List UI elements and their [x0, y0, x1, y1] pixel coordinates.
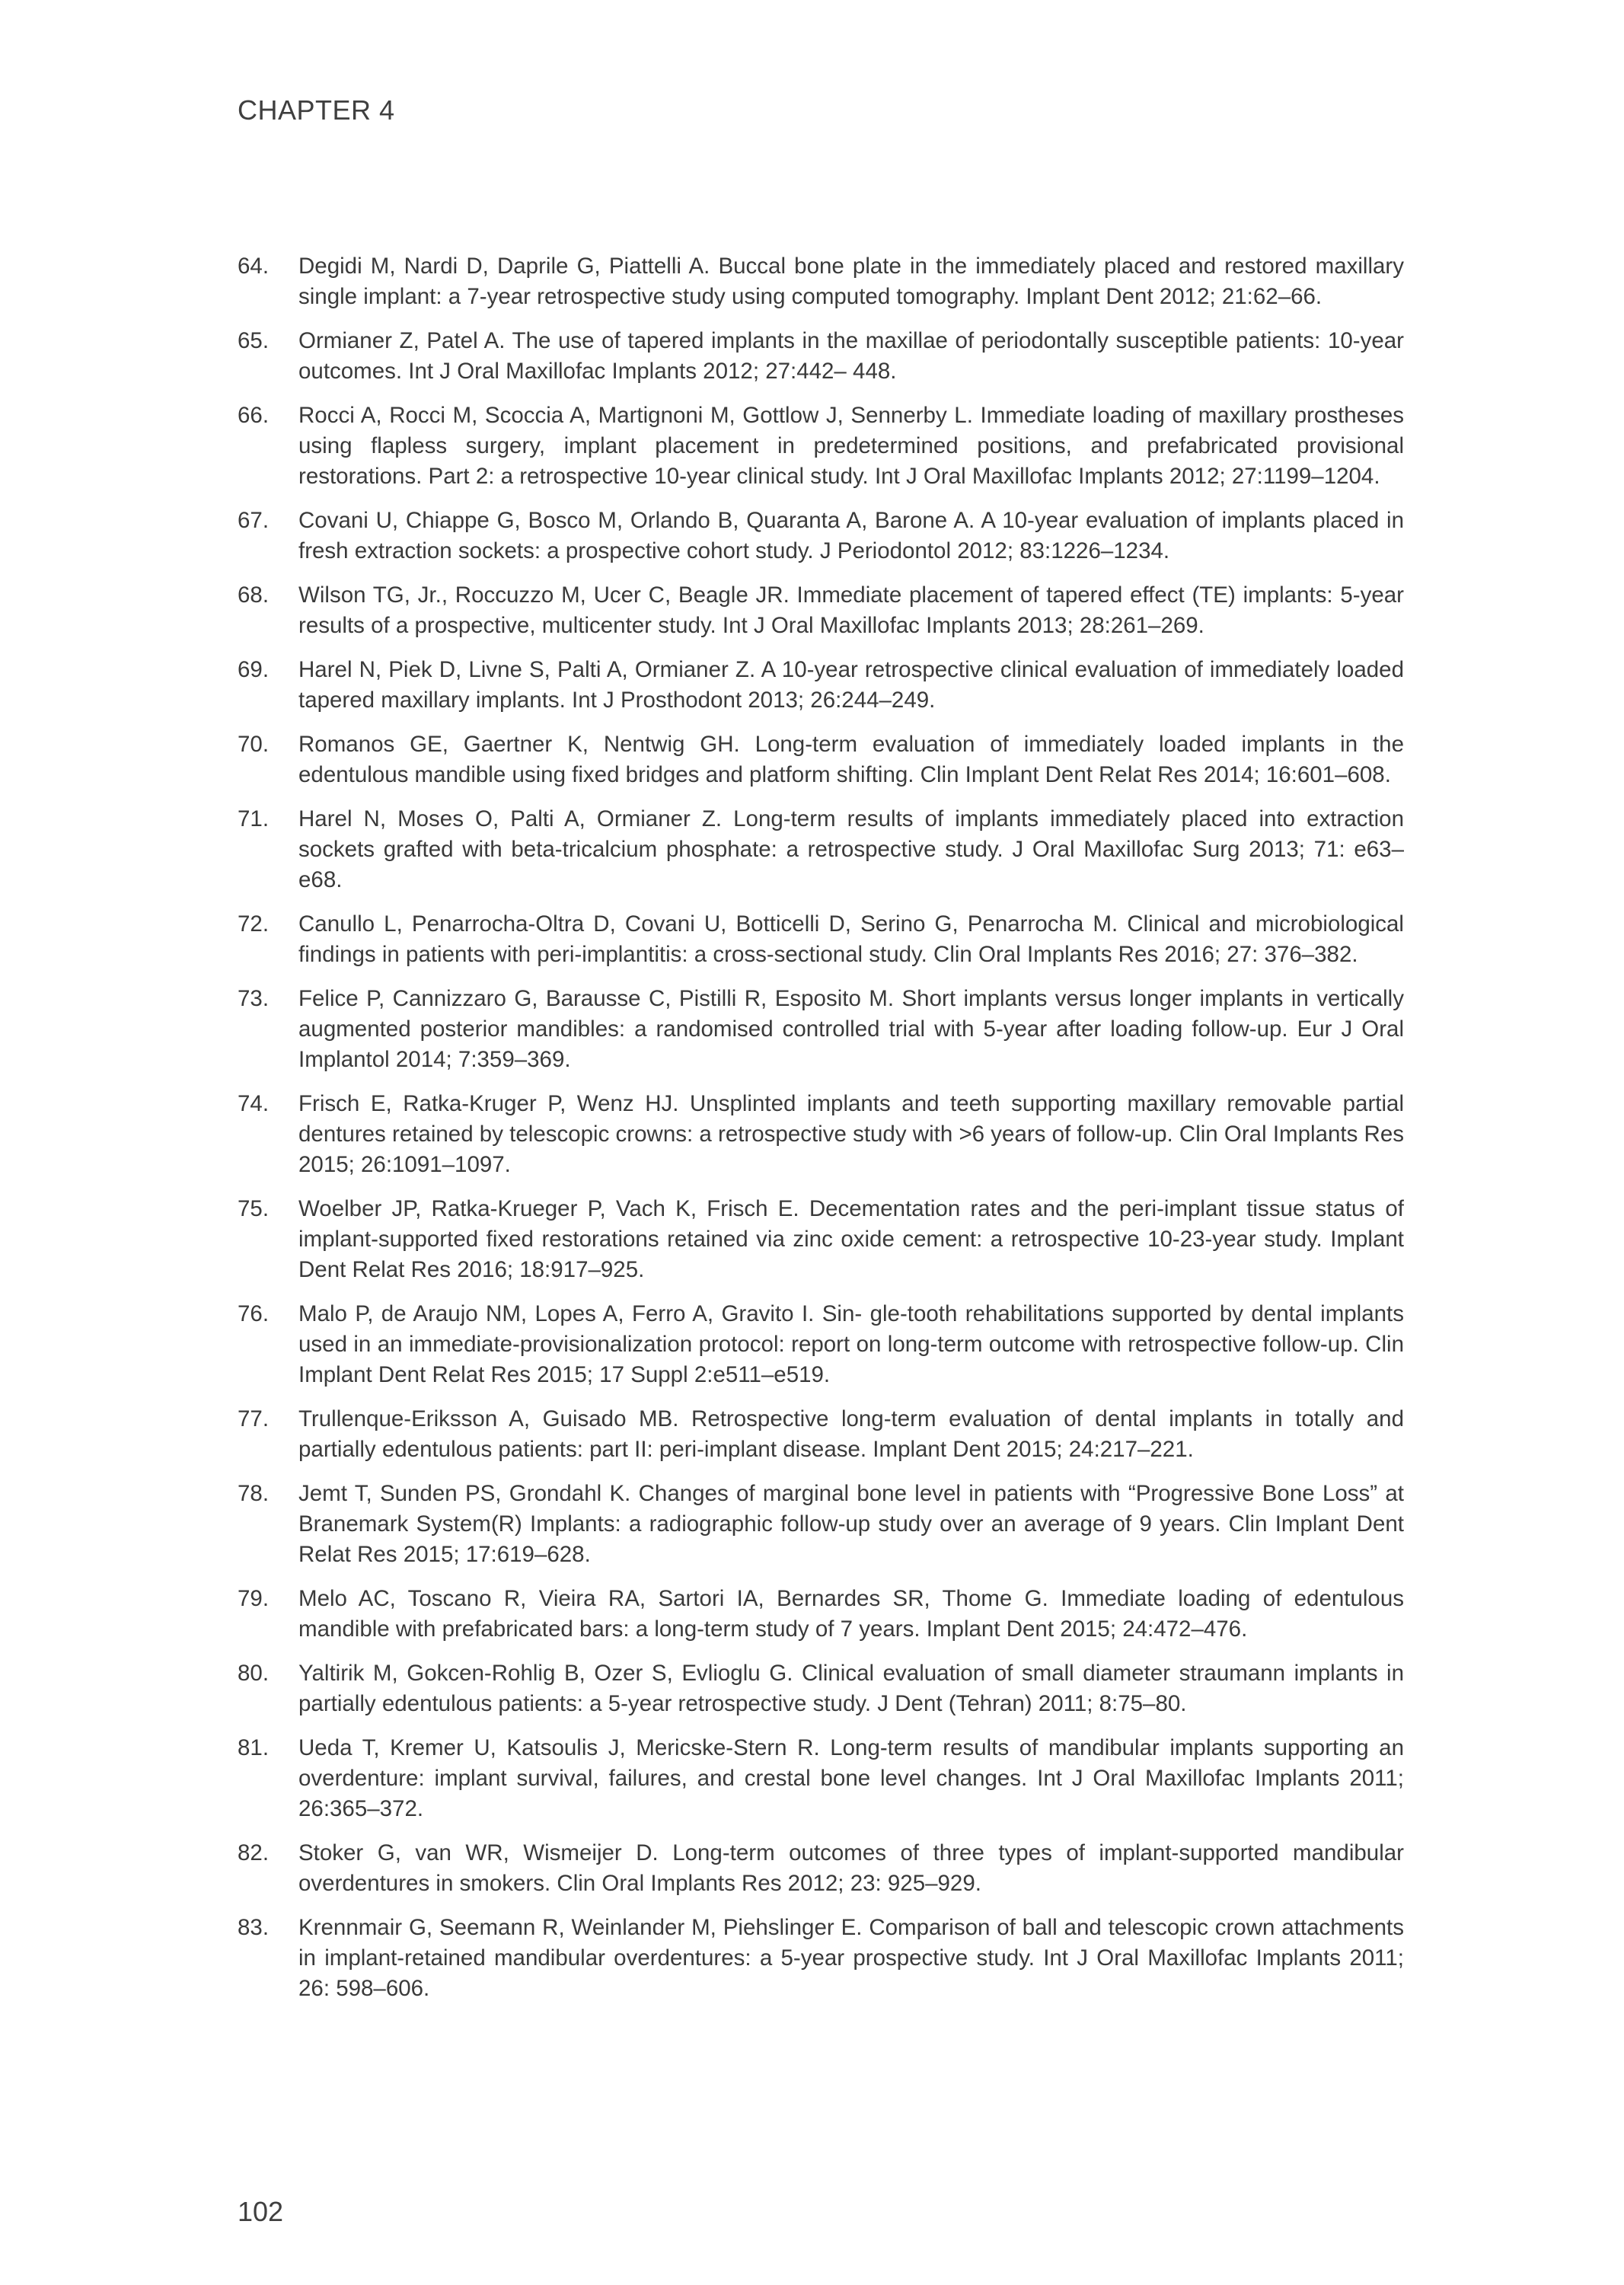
reference-item [238, 1299, 1404, 1390]
reference-number: 66. [238, 403, 270, 428]
reference-text: Woelber JP, Ratka-Krueger P, Vach K, Frisch E. Decementation rates and the peri-implant tissue status of implant-supported fixed restorations retained via zinc oxide cement: a retrospective 10-23-year study. Implant Dent Relat Res 2016; 18:917–925. [298, 1196, 1404, 1282]
reference-number: 73. [238, 986, 270, 1011]
reference-item [238, 1584, 1404, 1645]
reference-number: 70. [238, 732, 270, 757]
reference-number: 65. [238, 328, 270, 353]
reference-item [238, 729, 1404, 790]
reference-text: Ormianer Z, Patel A. The use of tapered implants in the maxillae of periodontally susceptible patients: 10-year outcomes. Int J Oral Maxillofac Implants 2012; 27:442– 448. [298, 328, 1404, 384]
reference-number: 80. [238, 1661, 270, 1686]
reference-number: 69. [238, 657, 270, 682]
reference-item [238, 1658, 1404, 1719]
reference-text: Stoker G, van WR, Wismeijer D. Long-term outcomes of three types of implant-supported mandibular overdentures in smokers. Clin Oral Implants Res 2012; 23: 925–929. [298, 1840, 1404, 1896]
reference-item [238, 1404, 1404, 1465]
reference-text: Wilson TG, Jr., Roccuzzo M, Ucer C, Beagle JR. Immediate placement of tapered effect (TE) implants: 5-year results of a prospective, multicenter study. Int J Oral Maxillofac Implants 2013; 28:261–269. [298, 582, 1404, 638]
reference-item [238, 804, 1404, 895]
reference-text: Degidi M, Nardi D, Daprile G, Piattelli A. Buccal bone plate in the immediately placed and restored maxillary single implant: a 7-year retrospective study using computed tomography. Implant Dent 2012; 21:62–66. [298, 254, 1404, 309]
reference-item [238, 326, 1404, 387]
reference-number: 75. [238, 1196, 270, 1221]
reference-number: 74. [238, 1091, 270, 1116]
reference-text: Romanos GE, Gaertner K, Nentwig GH. Long-term evaluation of immediately loaded implants in the edentulous mandible using fixed bridges and platform shifting. Clin Implant Dent Relat Res 2014; 16:601–608. [298, 732, 1404, 787]
reference-text: Melo AC, Toscano R, Vieira RA, Sartori IA, Bernardes SR, Thome G. Immediate loading of edentulous mandible with prefabricated bars: a long-term study of 7 years. Implant Dent 2015; 24:472–476. [298, 1586, 1404, 1642]
reference-number: 71. [238, 806, 270, 831]
reference-text: Trullenque-Eriksson A, Guisado MB. Retrospective long-term evaluation of dental implants in totally and partially edentulous patients: part II: peri-implant disease. Implant Dent 2015; 24:217–221. [298, 1406, 1404, 1462]
reference-item [238, 984, 1404, 1075]
reference-list [238, 251, 1404, 2018]
reference-number: 72. [238, 911, 270, 937]
reference-item [238, 401, 1404, 492]
reference-text: Harel N, Piek D, Livne S, Palti A, Ormianer Z. A 10-year retrospective clinical evaluation of immediately loaded tapered maxillary implants. Int J Prosthodont 2013; 26:244–249. [298, 657, 1404, 713]
reference-number: 79. [238, 1586, 270, 1611]
reference-number: 68. [238, 582, 270, 608]
reference-item [238, 1089, 1404, 1180]
reference-item [238, 909, 1404, 970]
reference-item [238, 1838, 1404, 1899]
reference-number: 81. [238, 1735, 270, 1760]
reference-number: 64. [238, 254, 270, 279]
chapter-header: CHAPTER 4 [238, 94, 395, 126]
reference-number: 82. [238, 1840, 270, 1865]
reference-number: 77. [238, 1406, 270, 1431]
reference-number: 83. [238, 1915, 270, 1940]
page-number: 102 [238, 2196, 284, 2227]
reference-number: 67. [238, 508, 270, 533]
reference-item [238, 506, 1404, 566]
reference-text: Krennmair G, Seemann R, Weinlander M, Piehslinger E. Comparison of ball and telescopic crown attachments in implant-retained mandibular overdentures: a 5-year prospective study. Int J Oral Maxillofac Implants 2011; 26: 598–606. [298, 1915, 1404, 2001]
reference-text: Covani U, Chiappe G, Bosco M, Orlando B, Quaranta A, Barone A. A 10-year evaluation of implants placed in fresh extraction sockets: a prospective cohort study. J Periodontol 2012; 83:1226–1234. [298, 508, 1404, 563]
reference-text: Harel N, Moses O, Palti A, Ormianer Z. Long-term results of implants immediately placed into extraction sockets grafted with beta-tricalcium phosphate: a retrospective study. J Oral Maxillofac Surg 2013; 71: e63–e68. [298, 806, 1404, 892]
reference-item [238, 1913, 1404, 2004]
reference-text: Canullo L, Penarrocha-Oltra D, Covani U, Botticelli D, Serino G, Penarrocha M. Clinical and microbiological findings in patients with peri-implantitis: a cross-sectional study. Clin Oral Implants Res 2016; 27: 376–382. [298, 911, 1404, 967]
reference-text: Jemt T, Sunden PS, Grondahl K. Changes of marginal bone level in patients with “Progressive Bone Loss” at Branemark System(R) Implants: a radiographic follow-up study over an average of 9 years. Clin Implant Dent Relat Res 2015; 17:619–628. [298, 1481, 1404, 1567]
reference-item [238, 580, 1404, 641]
reference-text: Malo P, de Araujo NM, Lopes A, Ferro A, Gravito I. Sin- gle-tooth rehabilitations supported by dental implants used in an immediate-provisionalization protocol: report on long-term outcome with retrospective follow-up. Clin Implant Dent Relat Res 2015; 17 Suppl 2:e511–e519. [298, 1301, 1404, 1387]
reference-item [238, 251, 1404, 312]
reference-text: Felice P, Cannizzaro G, Barausse C, Pistilli R, Esposito M. Short implants versus longer implants in vertically augmented posterior mandibles: a randomised controlled trial with 5-year after loading follow-up. Eur J Oral Implantol 2014; 7:359–369. [298, 986, 1404, 1072]
reference-item [238, 1479, 1404, 1570]
reference-text: Frisch E, Ratka-Kruger P, Wenz HJ. Unsplinted implants and teeth supporting maxillary removable partial dentures retained by telescopic crowns: a retrospective study with >6 years of follow-up. Clin Oral Implants Res 2015; 26:1091–1097. [298, 1091, 1404, 1177]
reference-number: 78. [238, 1481, 270, 1506]
reference-item [238, 1194, 1404, 1285]
reference-text: Yaltirik M, Gokcen-Rohlig B, Ozer S, Evlioglu G. Clinical evaluation of small diameter straumann implants in partially edentulous patients: a 5-year retrospective study. J Dent (Tehran) 2011; 8:75–80. [298, 1661, 1404, 1716]
reference-number: 76. [238, 1301, 270, 1326]
reference-text: Ueda T, Kremer U, Katsoulis J, Mericske-Stern R. Long-term results of mandibular implants supporting an overdenture: implant survival, failures, and crestal bone level changes. Int J Oral Maxillofac Implants 2011; 26:365–372. [298, 1735, 1404, 1821]
reference-item [238, 655, 1404, 716]
reference-text: Rocci A, Rocci M, Scoccia A, Martignoni M, Gottlow J, Sennerby L. Immediate loading of maxillary prostheses using flapless surgery, implant placement in predetermined positions, and prefabricated provisional restorations. Part 2: a retrospective 10-year clinical study. Int J Oral Maxillofac Implants 2012; 27:1199–1204. [298, 403, 1404, 489]
reference-item [238, 1733, 1404, 1824]
